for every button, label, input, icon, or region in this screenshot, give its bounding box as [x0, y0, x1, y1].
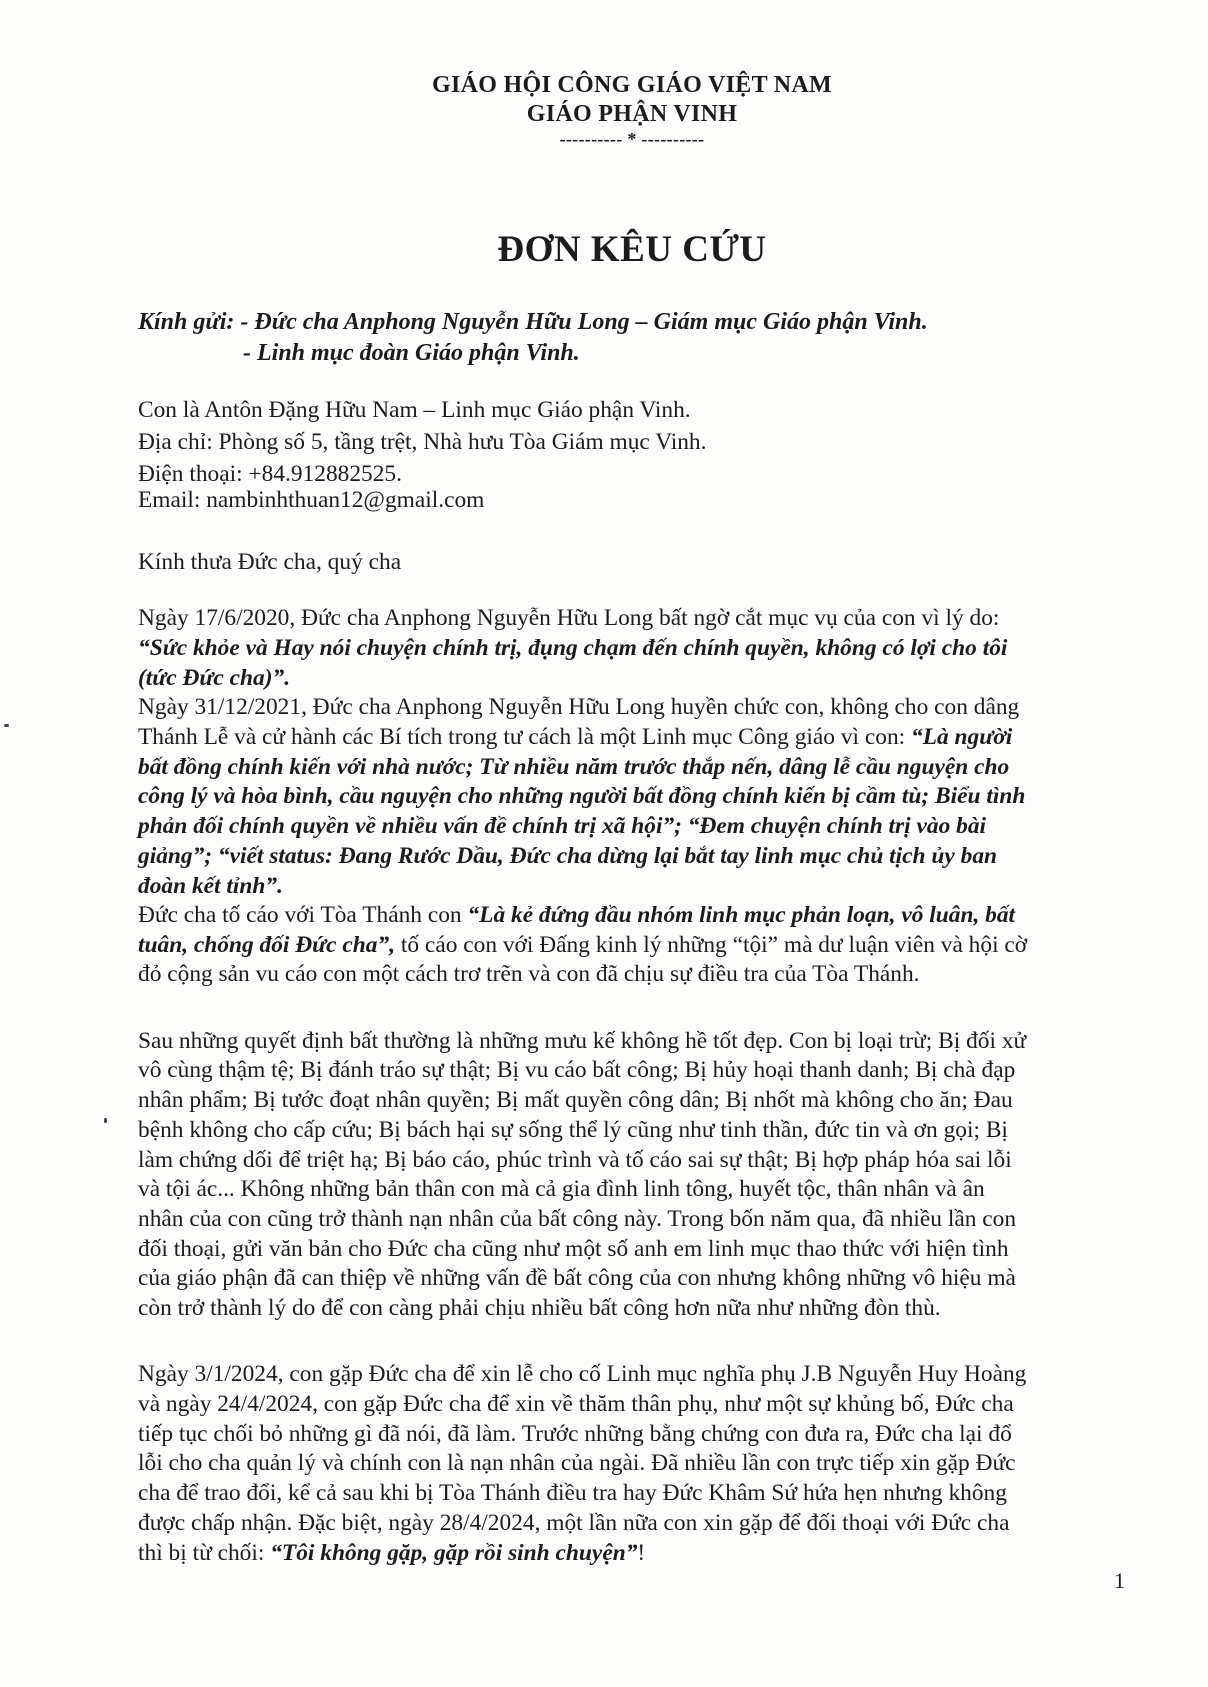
paragraph-line: nhân của con cũng trở thành nạn nhân của bất công này. Trong bốn năm qua, đã nhiều lần con	[138, 1206, 1017, 1232]
paragraph-line	[138, 721, 1012, 753]
salutation: Kính thưa Đức cha, quý cha	[138, 549, 402, 575]
header-separator: ---------- * ----------	[559, 129, 705, 149]
page-number: 1	[1114, 1568, 1125, 1593]
recipient-line-1: Kính gửi: - Đức cha Anphong Nguyễn Hữu Long – Giám mục Giáo phận Vinh.	[138, 309, 928, 335]
paragraph-line: được chấp nhận. Đặc biệt, ngày 28/4/2024, một lần nữa con xin gặp để đối thoại với Đức cha	[138, 1510, 1010, 1536]
paragraph-line: (tức Đức cha)”.	[138, 665, 291, 691]
paragraph-line: làm chứng dối để triệt hạ; Bị báo cáo, phúc trình và tố cáo sai sự thật; Bị hợp pháp hóa sai lỗi	[138, 1147, 1012, 1173]
paragraph-line: “Sức khỏe và Hay nói chuyện chính trị, đụng chạm đến chính quyền, không có lợi cho tôi	[138, 635, 1008, 661]
paragraph-line: cha để trao đổi, kể cả sau khi bị Tòa Thánh điều tra hay Đức Khâm Sứ hứa hẹn nhưng không	[138, 1480, 1007, 1506]
recipient-line-2: - Linh mục đoàn Giáo phận Vinh.	[243, 340, 580, 366]
quote-run: “Là người	[911, 724, 1013, 750]
paragraph-line: và ngày 24/4/2024, con gặp Đức cha để xin về thăm thân phụ, như một sự khủng bố, Đức cha	[138, 1391, 1014, 1417]
sender-email: Email: nambinhthuan12@gmail.com	[138, 487, 485, 513]
text-run: Thánh Lễ và cử hành các Bí tích trong tư cách là một Linh mục Công giáo vì con:	[138, 724, 911, 750]
sender-phone: Điện thoại: +84.912882525.	[138, 461, 402, 487]
text-run: Đức cha tố cáo với Tòa Thánh con	[138, 902, 468, 928]
text-run: !	[637, 1540, 646, 1566]
text-run: thì bị từ chối:	[138, 1540, 271, 1566]
quote-run: tuân, chống đối Đức cha”,	[138, 932, 396, 958]
paragraph-line: bất đồng chính kiến với nhà nước; Từ nhiều năm trước thắp nến, dâng lễ cầu nguyện cho	[138, 754, 1010, 780]
paragraph-line: nhân phẩm; Bị tước đoạt nhân quyền; Bị mất quyền công dân; Bị nhốt mà không cho ăn; Đau	[138, 1087, 1013, 1113]
paragraph-line: Sau những quyết định bất thường là những mưu kế không hề tốt đẹp. Con bị loại trừ; Bị đối xử	[138, 1028, 1027, 1054]
scan-speck	[4, 724, 9, 727]
paragraph-line: vô cùng thậm tệ; Bị đánh tráo sự thật; Bị vu cáo bất công; Bị hủy hoại thanh danh; Bị chà đạp	[138, 1057, 1016, 1083]
paragraph-line: bệnh không cho cấp cứu; Bị bách hại sự sống thể lý cũng như tinh thần, đức tin và ơn gọi; Bị	[138, 1117, 1008, 1143]
quote-run: “Tôi không gặp, gặp rồi sinh chuyện”	[270, 1540, 638, 1566]
paragraph-line: giảng”; “viết status: Đang Rước Dầu, Đức cha dừng lại bắt tay linh mục chủ tịch ủy ban	[138, 843, 998, 869]
paragraph-line: đỏ cộng sản vu cáo con một cách trơ trẽn và con đã chịu sự điều tra của Tòa Thánh.	[138, 961, 920, 987]
paragraph-line: và tội ác... Không những bản thân con mà cả gia đình linh tông, huyết tộc, thân nhân và ân	[138, 1176, 985, 1202]
paragraph-line: tiếp tục chối bỏ những gì đã nói, đã làm. Trước những bằng chứng con đưa ra, Đức cha lại đổ	[138, 1421, 1012, 1447]
org-name: GIÁO HỘI CÔNG GIÁO VIỆT NAM	[432, 72, 832, 98]
paragraph-line: lỗi cho cha quản lý và chính con là nạn nhân của ngài. Đã nhiều lần con trực tiếp xin gặp Đức	[138, 1450, 1016, 1476]
quote-run: “Là kẻ đứng đầu nhóm linh mục phản loạn, vô luân, bất	[467, 902, 1016, 928]
sender-address: Địa chỉ: Phòng số 5, tầng trệt, Nhà hưu Tòa Giám mục Vinh.	[138, 429, 707, 455]
paragraph-line: công lý và hòa bình, cầu nguyện cho những người bất đồng chính kiến bị cầm tù; Biểu tình	[138, 783, 1026, 809]
paragraph-line: phản đối chính quyền về nhiều vấn đề chính trị xã hội”; “Đem chuyện chính trị vào bài	[138, 813, 987, 839]
paragraph-line	[138, 899, 1015, 931]
paragraph-line: Ngày 31/12/2021, Đức cha Anphong Nguyễn Hữu Long huyền chức con, không cho con dâng	[138, 694, 1020, 720]
sender-name: Con là Antôn Đặng Hữu Nam – Linh mục Giáo phận Vinh.	[138, 397, 691, 423]
text-run: tố cáo con với Đấng kinh lý những “tội” mà dư luận viên và hội cờ	[395, 932, 1028, 958]
paragraph-line: còn trở thành lý do để con càng phải chịu nhiều bất công hơn nữa như những đòn thù.	[138, 1295, 941, 1321]
paragraph-line: Ngày 17/6/2020, Đức cha Anphong Nguyễn Hữu Long bất ngờ cắt mục vụ của con vì lý do:	[138, 605, 1000, 631]
paragraph-line	[138, 1537, 645, 1569]
paragraph-line: đoàn kết tỉnh”.	[138, 873, 283, 899]
paragraph-line: Ngày 3/1/2024, con gặp Đức cha để xin lễ cho cố Linh mục nghĩa phụ J.B Nguyễn Huy Hoàng	[138, 1361, 1027, 1387]
paragraph-line	[138, 929, 1027, 961]
diocese-name: GIÁO PHẬN VINH	[526, 101, 738, 127]
page-title: ĐƠN KÊU CỨU	[497, 229, 767, 270]
paragraph-line: đối thoại, gửi văn bản cho Đức cha cũng như một số anh em linh mục thao thức với hiện tình	[138, 1236, 1009, 1262]
scan-speck	[104, 1118, 107, 1123]
paragraph-line: của giáo phận đã can thiệp về những vấn đề bất công của con nhưng không những vô hiệu mà	[138, 1265, 1016, 1291]
